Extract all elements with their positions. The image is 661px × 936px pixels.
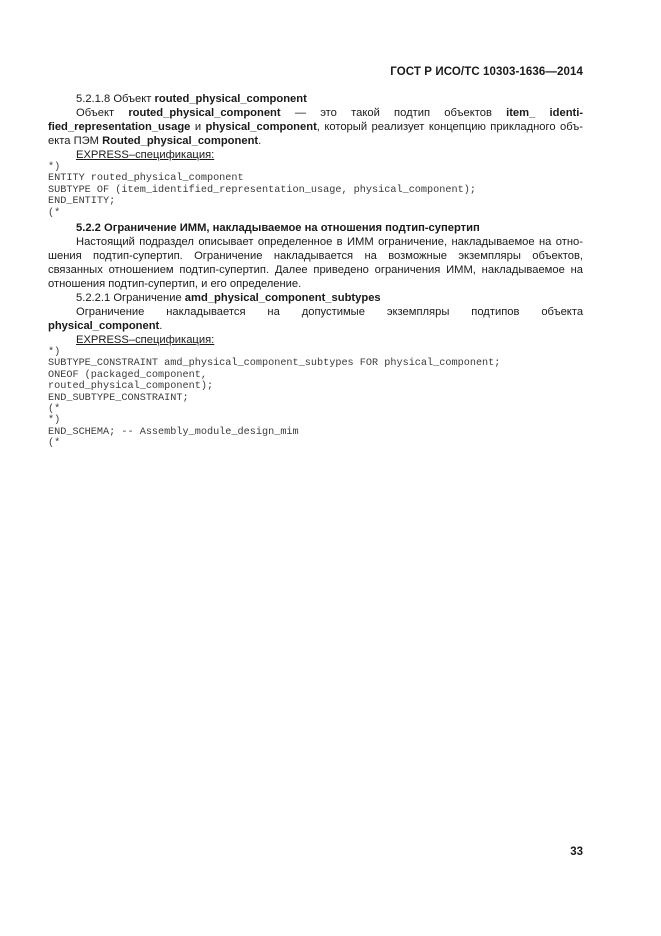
bold-term: Routed_physical_component xyxy=(102,135,259,147)
word: экземпляры xyxy=(386,306,450,318)
heading-entity-name: routed_physical_component xyxy=(154,93,307,105)
code-line: END_ENTITY; xyxy=(48,196,116,208)
code-block-constraint xyxy=(48,347,500,450)
word: — xyxy=(294,107,307,119)
word: подтип xyxy=(394,107,431,119)
paragraph-5218-rest xyxy=(48,120,583,148)
section-heading-522 xyxy=(48,221,583,235)
code-line: END_SUBTYPE_CONSTRAINT; xyxy=(48,392,189,404)
bold-term: physical_component xyxy=(205,121,317,133)
text: . xyxy=(159,320,163,332)
word: допустимые xyxy=(301,306,365,318)
word: identi- xyxy=(549,107,584,119)
express-label xyxy=(48,333,583,347)
bold-term: fied_representation_usage xyxy=(48,121,191,133)
word: это xyxy=(320,107,337,119)
word: объекта xyxy=(541,306,584,318)
code-line: (* xyxy=(48,438,61,450)
code-line: SUBTYPE_CONSTRAINT amd_physical_component_subtypes FOR physical_component; xyxy=(48,358,501,370)
word: routed_physical_component xyxy=(128,107,281,119)
code-line: routed_physical_component); xyxy=(48,381,214,393)
express-label xyxy=(48,148,583,162)
word: накладывается xyxy=(166,306,246,318)
code-line: ENTITY routed_physical_component xyxy=(48,173,244,185)
text: . xyxy=(258,135,262,147)
word: на xyxy=(267,306,280,318)
page-number: 33 xyxy=(570,846,583,858)
section-heading-5221 xyxy=(48,291,583,305)
code-line: *) xyxy=(48,162,61,173)
express-label-text: EXPRESS–спецификация: xyxy=(76,334,215,346)
section-heading-5218 xyxy=(48,92,583,106)
code-line: ONEOF (packaged_component, xyxy=(48,369,207,381)
code-line: (* xyxy=(48,404,61,416)
word: Объект xyxy=(76,107,115,119)
code-line: END_SCHEMA; -- Assembly_module_design_mim xyxy=(48,426,299,438)
heading-constraint-name: amd_physical_component_subtypes xyxy=(184,292,381,304)
heading-prefix: 5.2.1.8 Объект xyxy=(76,93,155,105)
heading-prefix: 5.2.2.1 Ограничение xyxy=(76,292,185,304)
heading-text: 5.2.2 Ограничение ИММ, накладываемое на отношения подтип-супертип xyxy=(76,222,480,234)
paragraph-5221-line2 xyxy=(48,319,583,333)
word: такой xyxy=(351,107,380,119)
paragraph-5218-line1 xyxy=(48,106,583,120)
word: item_ xyxy=(506,107,536,119)
express-label-text: EXPRESS–спецификация: xyxy=(76,149,215,161)
text: и xyxy=(190,121,206,133)
code-line: (* xyxy=(48,207,61,219)
code-line: *) xyxy=(48,347,61,358)
code-line: *) xyxy=(48,415,61,427)
paragraph-5221-line1 xyxy=(48,305,583,319)
bold-term: physical_component xyxy=(48,320,160,332)
paragraph-522: Настоящий подраздел описывает определенное в ИММ ограничение, накладываемое на отно-шения подтип-супертип. Ограничение накладывается на возможные экземпляры объектов, связанных отношением подтип-супертип. Далее приведено ограничения ИММ, накладываемое на отношения подтип-супертип, и его определение. xyxy=(48,236,583,290)
code-block-entity xyxy=(48,162,476,219)
document-header: ГОСТ Р ИСО/ТС 10303-1636—2014 xyxy=(390,66,583,78)
code-line: SUBTYPE OF (item_identified_representation_usage, physical_component); xyxy=(48,184,476,196)
word: объектов xyxy=(444,107,492,119)
word: Ограничение xyxy=(76,306,145,318)
text: , который реализует концепцию прикладного объ-екта ПЭМ xyxy=(48,121,583,147)
word: подтипов xyxy=(471,306,520,318)
